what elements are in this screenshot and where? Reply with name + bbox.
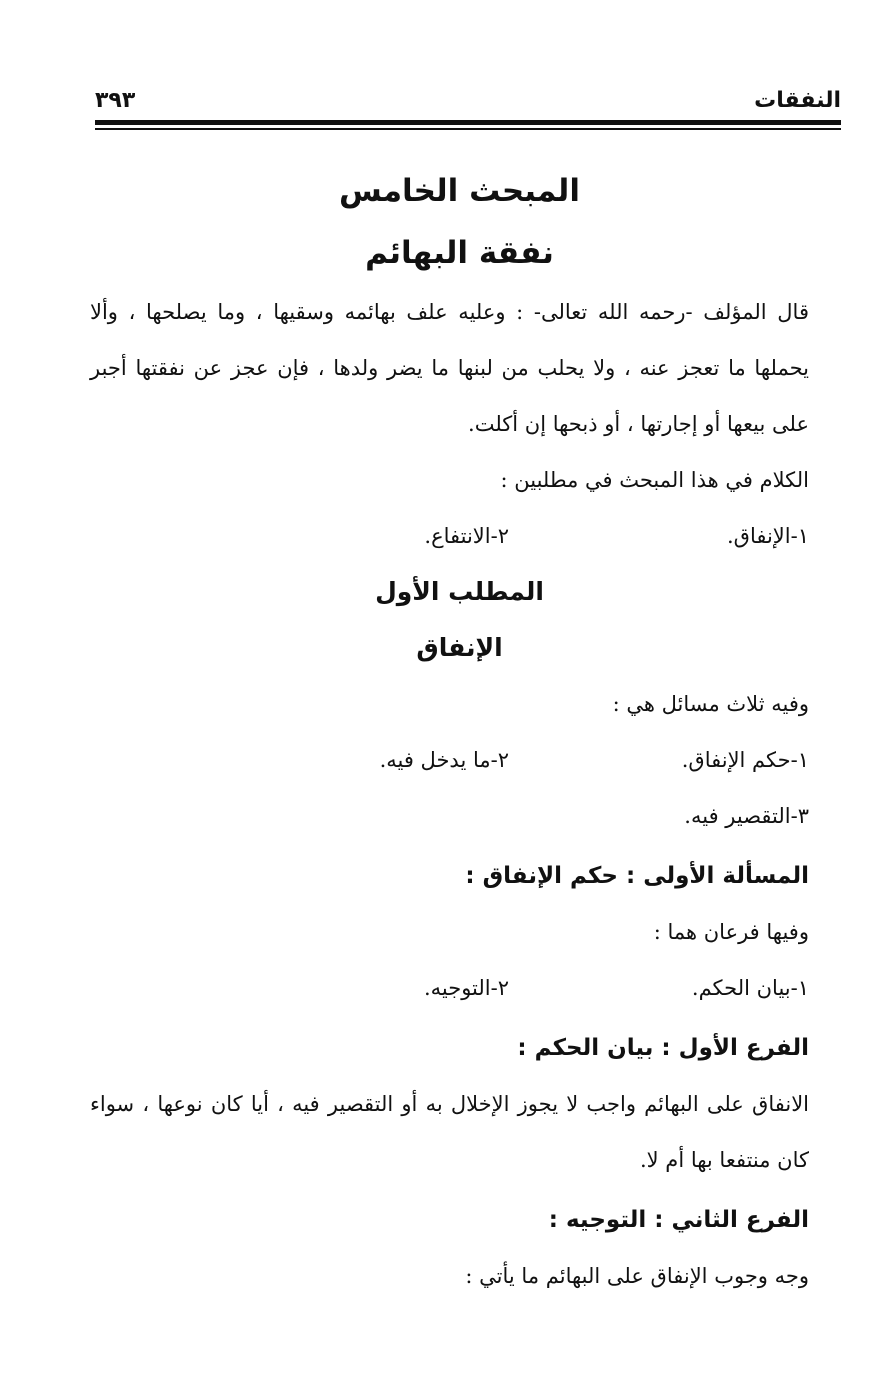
enum-item: ١-حكم الإنفاق. [681, 748, 809, 772]
section-title: المطلب الأول [375, 577, 544, 606]
branch-text: الانفاق على البهائم واجب لا يجوز الإخلال به أو التقصير فيه ، أيا كان نوعها ، سواء كان منتفعا بها أم لا. [90, 1092, 809, 1172]
issue-heading: المسألة الأولى : حكم الإنفاق : [465, 863, 809, 889]
running-title: النفقات [754, 88, 841, 113]
page-number: ٣٩٣ [95, 88, 136, 113]
enum-item: ٢-التوجيه. [423, 976, 509, 1000]
issue-lead: وفيها فرعان هما : [653, 920, 809, 944]
enum-item: ١-بيان الحكم. [691, 976, 809, 1000]
issue-enumeration [90, 960, 809, 1016]
chapter-subtitle: نفقة البهائم [365, 235, 554, 271]
enum-item: ١-الإنفاق. [726, 524, 809, 548]
branch-heading: الفرع الأول : بيان الحكم : [517, 1035, 809, 1061]
header-rule-thick [95, 120, 841, 125]
author-quote: قال المؤلف -رحمه الله تعالى- : وعليه علف بهائمه وسقيها ، وما يصلحها ، وألا يحملها ما تعجز عنه ، ولا يحلب من لبنها ما يضر ولدها ، فإن عجز عن نفقتها أجبر على بيعها أو إجارتها ، أو ذبحها إن أكلت. [90, 300, 809, 436]
branch-heading: الفرع الثاني : التوجيه : [548, 1207, 809, 1233]
intro-enumeration [90, 508, 809, 564]
branch-text: وجه وجوب الإنفاق على البهائم ما يأتي : [465, 1264, 809, 1288]
header-rule-thin [95, 128, 841, 130]
section-lead: وفيه ثلاث مسائل هي : [612, 692, 809, 716]
intro-lead: الكلام في هذا المبحث في مطلبين : [500, 468, 809, 492]
section-subtitle: الإنفاق [416, 633, 503, 662]
enum-item: ٣-التقصير فيه. [684, 804, 809, 828]
enum-item: ٢-الانتفاع. [424, 524, 509, 548]
enum-item: ٢-ما يدخل فيه. [379, 748, 509, 772]
section-enumeration [90, 732, 809, 788]
page-body [90, 160, 809, 1304]
running-header [95, 88, 841, 118]
chapter-title: المبحث الخامس [339, 173, 580, 209]
